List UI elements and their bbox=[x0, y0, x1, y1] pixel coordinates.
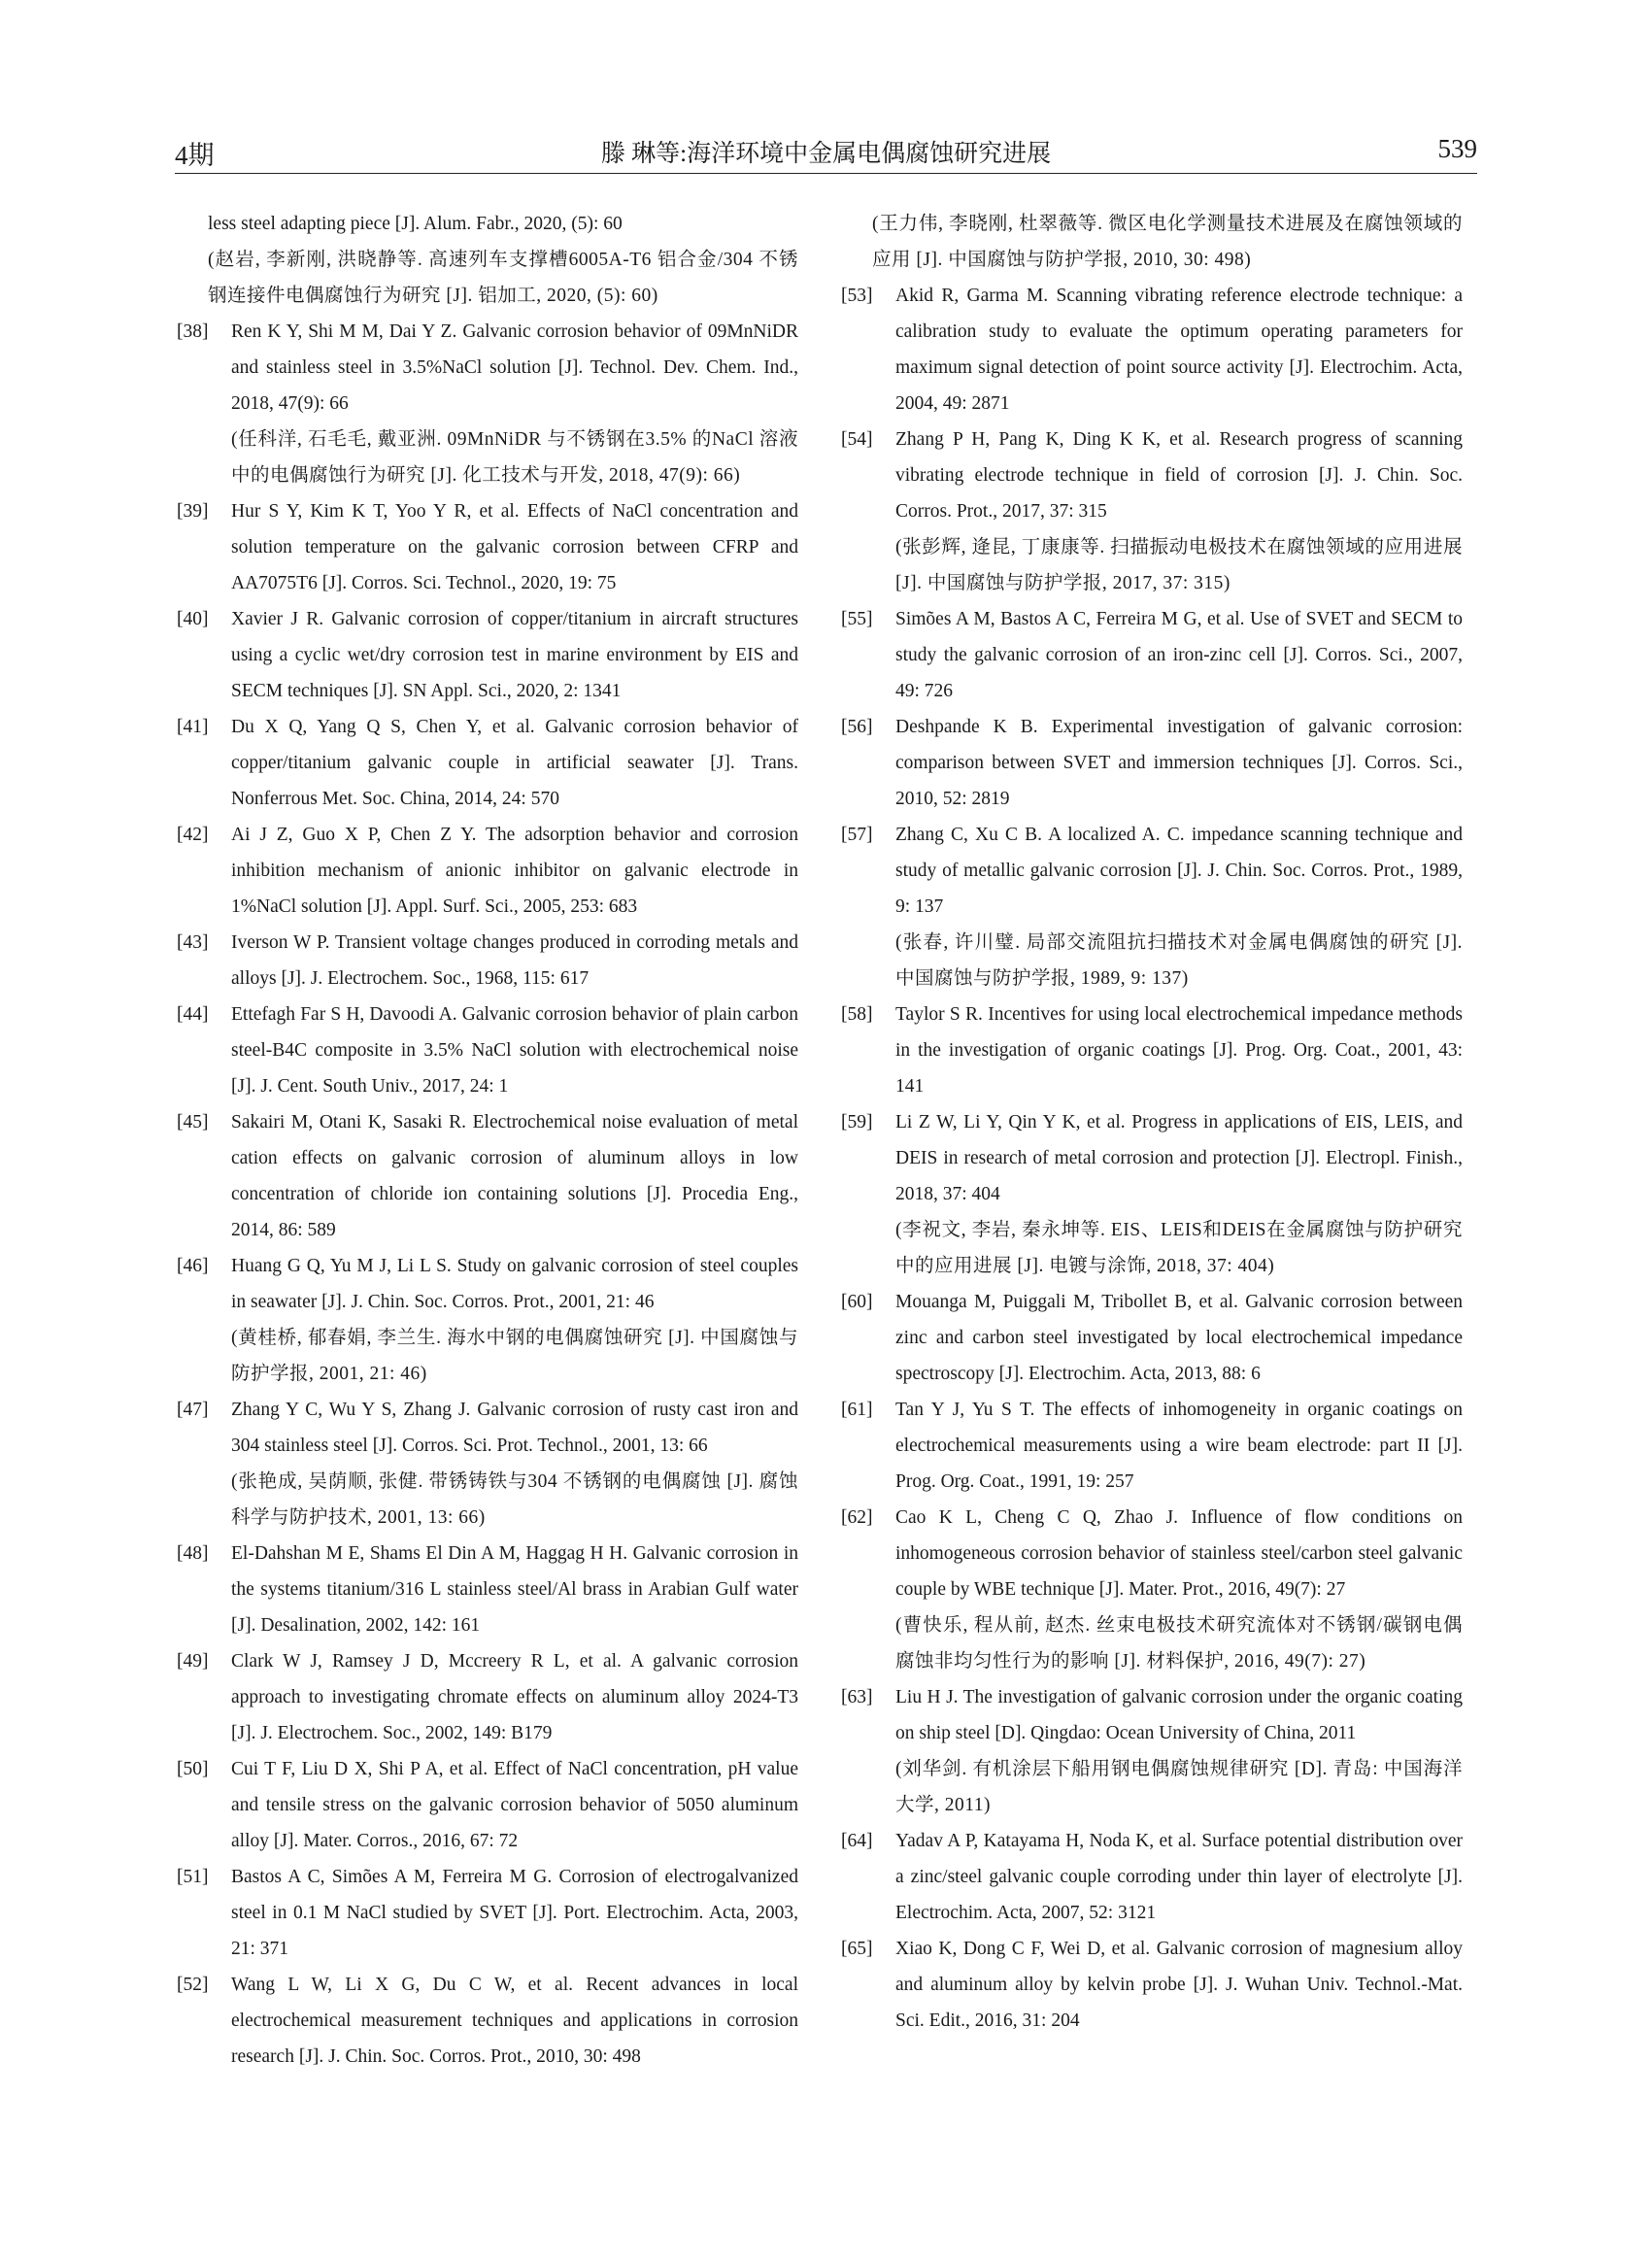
reference-number: [43] bbox=[177, 932, 209, 953]
reference-entry bbox=[841, 278, 1463, 422]
page-number: 539 bbox=[1437, 134, 1477, 163]
reference-number: [58] bbox=[841, 1004, 873, 1025]
reference-text-cn: (任科洋, 石毛毛, 戴亚洲. 09MnNiDR 与不锈钢在3.5% 的NaCl 溶液中的电偶腐蚀行为研究 [J]. 化工技术与开发, 2018, 47(9): 66) bbox=[231, 429, 798, 486]
reference-number: [64] bbox=[841, 1831, 873, 1851]
reference-number: [51] bbox=[177, 1867, 209, 1887]
reference-entry bbox=[177, 1967, 798, 2075]
reference-entry bbox=[841, 601, 1463, 709]
reference-text-en: Ren K Y, Shi M M, Dai Y Z. Galvanic corrosion behavior of 09MnNiDR and stainless steel in 3.5%NaCl solution [J]. Technol. Dev. Chem. Ind., 2018, 47(9): 66 bbox=[231, 321, 798, 414]
reference-text-en: Yadav A P, Katayama H, Noda K, et al. Surface potential distribution over a zinc/steel galvanic couple corroding under thin layer of electrolyte [J]. Electrochim. Acta, 2007, 52: 3121 bbox=[895, 1831, 1463, 1923]
reference-number: [40] bbox=[177, 609, 209, 629]
reference-entry bbox=[841, 1931, 1463, 2039]
reference-entry bbox=[841, 1500, 1463, 1679]
reference-text-cn: (李祝文, 李岩, 秦永坤等. EIS、LEIS和DEIS在金属腐蚀与防护研究中的应用进展 [J]. 电镀与涂饰, 2018, 37: 404) bbox=[895, 1220, 1463, 1276]
reference-number: [47] bbox=[177, 1400, 209, 1420]
reference-text-cn: (张春, 许川璧. 局部交流阻抗扫描技术对金属电偶腐蚀的研究 [J]. 中国腐蚀与防护学报, 1989, 9: 137) bbox=[895, 932, 1463, 989]
reference-entry bbox=[177, 709, 798, 817]
reference-number: [44] bbox=[177, 1004, 209, 1025]
reference-number: [52] bbox=[177, 1975, 209, 1995]
reference-entry bbox=[177, 493, 798, 601]
reference-number: [42] bbox=[177, 825, 209, 845]
reference-number: [56] bbox=[841, 717, 873, 737]
reference-entry bbox=[841, 709, 1463, 817]
reference-number: [54] bbox=[841, 429, 873, 450]
reference-text-en: Taylor S R. Incentives for using local electrochemical impedance methods in the investigation of organic coatings [J]. Prog. Org. Coat., 2001, 43: 141 bbox=[895, 1004, 1463, 1097]
reference-entry bbox=[177, 314, 798, 493]
reference-number: [62] bbox=[841, 1507, 873, 1528]
reference-text-en: Akid R, Garma M. Scanning vibrating reference electrode technique: a calibration study to evaluate the optimum operating parameters for maximum signal detection of point source activity [J]. Electrochim. Acta, 2004, 49: 2871 bbox=[895, 286, 1463, 414]
reference-text-en: Tan Y J, Yu S T. The effects of inhomogeneity in organic coatings on electrochemical measurements using a wire beam electrode: part II [J]. Prog. Org. Coat., 1991, 19: 257 bbox=[895, 1400, 1463, 1492]
reference-text-en: Ettefagh Far S H, Davoodi A. Galvanic corrosion behavior of plain carbon steel-B4C composite in 3.5% NaCl solution with electrochemical noise [J]. J. Cent. South Univ., 2017, 24: 1 bbox=[231, 1004, 798, 1097]
reference-text-cn: (黄桂桥, 郁春娟, 李兰生. 海水中钢的电偶腐蚀研究 [J]. 中国腐蚀与防护学报, 2001, 21: 46) bbox=[231, 1328, 798, 1384]
reference-entry bbox=[177, 1751, 798, 1859]
reference-number: [59] bbox=[841, 1112, 873, 1132]
reference-number: [49] bbox=[177, 1651, 209, 1672]
reference-text-en: Wang L W, Li X G, Du C W, et al. Recent advances in local electrochemical measurement techniques and applications in corrosion research [J]. J. Chin. Soc. Corros. Prot., 2010, 30: 498 bbox=[231, 1975, 798, 2067]
reference-number: [63] bbox=[841, 1687, 873, 1707]
reference-text-en: Huang G Q, Yu M J, Li L S. Study on galvanic corrosion of steel couples in seawater [J]. J. Chin. Soc. Corros. Prot., 2001, 21: 46 bbox=[231, 1256, 798, 1312]
reference-entry bbox=[841, 1104, 1463, 1284]
reference-entry bbox=[857, 206, 1463, 278]
reference-text-en: Xavier J R. Galvanic corrosion of copper/titanium in aircraft structures using a cyclic wet/dry corrosion test in marine environment by EIS and SECM techniques [J]. SN Appl. Sci., 2020, 2: 1341 bbox=[231, 609, 798, 701]
page-header bbox=[175, 134, 1477, 174]
reference-number: [45] bbox=[177, 1112, 209, 1132]
reference-text-en: Zhang Y C, Wu Y S, Zhang J. Galvanic corrosion of rusty cast iron and 304 stainless steel [J]. Corros. Sci. Prot. Technol., 2001, 13: 66 bbox=[231, 1400, 798, 1456]
issue-number: 4期 bbox=[175, 141, 215, 170]
reference-entry bbox=[841, 1392, 1463, 1500]
reference-text-en: Xiao K, Dong C F, Wei D, et al. Galvanic corrosion of magnesium alloy and aluminum alloy by kelvin probe [J]. J. Wuhan Univ. Technol.-Mat. Sci. Edit., 2016, 31: 204 bbox=[895, 1939, 1463, 2031]
reference-text-en: Hur S Y, Kim K T, Yoo Y R, et al. Effects of NaCl concentration and solution temperature on the galvanic corrosion between CFRP and AA7075T6 [J]. Corros. Sci. Technol., 2020, 19: 75 bbox=[231, 501, 798, 593]
reference-number: [48] bbox=[177, 1543, 209, 1564]
reference-text-en: Bastos A C, Simões A M, Ferreira M G. Corrosion of electrogalvanized steel in 0.1 M NaCl studied by SVET [J]. Port. Electrochim. Acta, 2003, 21: 371 bbox=[231, 1867, 798, 1959]
reference-entry bbox=[841, 1284, 1463, 1392]
reference-entry bbox=[841, 422, 1463, 601]
reference-number: [39] bbox=[177, 501, 209, 522]
reference-entry bbox=[177, 1859, 798, 1967]
reference-text-en: Li Z W, Li Y, Qin Y K, et al. Progress in applications of EIS, LEIS, and DEIS in research of metal corrosion and protection [J]. Electropl. Finish., 2018, 37: 404 bbox=[895, 1112, 1463, 1204]
reference-text-en: Cao K L, Cheng C Q, Zhao J. Influence of flow conditions on inhomogeneous corrosion behavior of stainless steel/carbon steel galvanic couple by WBE technique [J]. Mater. Prot., 2016, 49(7): 27 bbox=[895, 1507, 1463, 1600]
reference-text-en: Zhang C, Xu C B. A localized A. C. impedance scanning technique and study of metallic galvanic corrosion [J]. J. Chin. Soc. Corros. Prot., 1989, 9: 137 bbox=[895, 825, 1463, 917]
reference-entry bbox=[177, 1392, 798, 1536]
reference-text-en: Zhang P H, Pang K, Ding K K, et al. Research progress of scanning vibrating electrode technique in field of corrosion [J]. J. Chin. Soc. Corros. Prot., 2017, 37: 315 bbox=[895, 429, 1463, 522]
reference-number: [38] bbox=[177, 321, 209, 342]
reference-text-en: less steel adapting piece [J]. Alum. Fabr., 2020, (5): 60 bbox=[208, 214, 623, 234]
reference-text-en: Ai J Z, Guo X P, Chen Z Y. The adsorption behavior and corrosion inhibition mechanism of anionic inhibitor on galvanic electrode in 1%NaCl solution [J]. Appl. Surf. Sci., 2005, 253: 683 bbox=[231, 825, 798, 917]
reference-text-en: Liu H J. The investigation of galvanic corrosion under the organic coating on ship steel [D]. Qingdao: Ocean University of China, 2011 bbox=[895, 1687, 1463, 1743]
reference-entry bbox=[177, 817, 798, 925]
reference-number: [65] bbox=[841, 1939, 873, 1959]
reference-number: [57] bbox=[841, 825, 873, 845]
reference-entry bbox=[177, 1536, 798, 1643]
reference-text-en: Iverson W P. Transient voltage changes produced in corroding metals and alloys [J]. J. Electrochem. Soc., 1968, 115: 617 bbox=[231, 932, 798, 989]
reference-text-cn: (曹快乐, 程从前, 赵杰. 丝束电极技术研究流体对不锈钢/碳钢电偶腐蚀非均匀性行为的影响 [J]. 材料保护, 2016, 49(7): 27) bbox=[895, 1615, 1463, 1672]
reference-entry bbox=[177, 925, 798, 997]
reference-entry bbox=[177, 997, 798, 1104]
reference-number: [55] bbox=[841, 609, 873, 629]
reference-text-en: Mouanga M, Puiggali M, Tribollet B, et al. Galvanic corrosion between zinc and carbon steel investigated by local electrochemical impedance spectroscopy [J]. Electrochim. Acta, 2013, 88: 6 bbox=[895, 1292, 1463, 1384]
reference-text-en: Clark W J, Ramsey J D, Mccreery R L, et al. A galvanic corrosion approach to investigating chromate effects on aluminum alloy 2024-T3 [J]. J. Electrochem. Soc., 2002, 149: B179 bbox=[231, 1651, 798, 1743]
reference-entry bbox=[177, 1643, 798, 1751]
reference-column-left bbox=[177, 206, 798, 2075]
reference-entry bbox=[177, 1248, 798, 1392]
reference-text-en: Deshpande K B. Experimental investigation of galvanic corrosion: comparison between SVET and immersion techniques [J]. Corros. Sci., 2010, 52: 2819 bbox=[895, 717, 1463, 809]
reference-number: [53] bbox=[841, 286, 873, 306]
reference-entry bbox=[177, 1104, 798, 1248]
reference-text-cn: (王力伟, 李晓刚, 杜翠薇等. 微区电化学测量技术进展及在腐蚀领域的应用 [J]. 中国腐蚀与防护学报, 2010, 30: 498) bbox=[872, 214, 1463, 270]
reference-text-en: Sakairi M, Otani K, Sasaki R. Electrochemical noise evaluation of metal cation effects on galvanic corrosion of aluminum alloys in low concentration of chloride ion containing solutions [J]. Procedia Eng., 2014, 86: 589 bbox=[231, 1112, 798, 1240]
reference-number: [50] bbox=[177, 1759, 209, 1779]
reference-text-cn: (刘华剑. 有机涂层下船用钢电偶腐蚀规律研究 [D]. 青岛: 中国海洋大学, 2011) bbox=[895, 1759, 1463, 1815]
reference-text-en: Du X Q, Yang Q S, Chen Y, et al. Galvanic corrosion behavior of copper/titanium galvanic couple in artificial seawater [J]. Trans. Nonferrous Met. Soc. China, 2014, 24: 570 bbox=[231, 717, 798, 809]
reference-number: [61] bbox=[841, 1400, 873, 1420]
reference-text-cn: (张艳成, 吴荫顺, 张健. 带锈铸铁与304 不锈钢的电偶腐蚀 [J]. 腐蚀科学与防护技术, 2001, 13: 66) bbox=[231, 1471, 798, 1528]
reference-text-cn: (赵岩, 李新刚, 洪晓静等. 高速列车支撑槽6005A-T6 铝合金/304 不锈钢连接件电偶腐蚀行为研究 [J]. 铝加工, 2020, (5): 60) bbox=[208, 250, 798, 306]
reference-text-cn: (张彭辉, 逄昆, 丁康康等. 扫描振动电极技术在腐蚀领域的应用进展 [J]. 中国腐蚀与防护学报, 2017, 37: 315) bbox=[895, 537, 1463, 593]
reference-text-en: Cui T F, Liu D X, Shi P A, et al. Effect of NaCl concentration, pH value and tensile stress on the galvanic corrosion behavior of 5050 aluminum alloy [J]. Mater. Corros., 2016, 67: 72 bbox=[231, 1759, 798, 1851]
reference-text-en: El-Dahshan M E, Shams El Din A M, Haggag H H. Galvanic corrosion in the systems titanium/316 L stainless steel/Al brass in Arabian Gulf water [J]. Desalination, 2002, 142: 161 bbox=[231, 1543, 798, 1636]
reference-number: [46] bbox=[177, 1256, 209, 1276]
reference-number: [41] bbox=[177, 717, 209, 737]
reference-entry bbox=[841, 817, 1463, 997]
reference-number: [60] bbox=[841, 1292, 873, 1312]
reference-entry bbox=[177, 601, 798, 709]
reference-entry bbox=[841, 1679, 1463, 1823]
reference-entry bbox=[841, 997, 1463, 1104]
reference-column-right bbox=[841, 206, 1463, 2039]
reference-entry bbox=[841, 1823, 1463, 1931]
running-title: 滕 琳等:海洋环境中金属电偶腐蚀研究进展 bbox=[600, 141, 1052, 167]
reference-entry bbox=[192, 206, 798, 314]
reference-text-en: Simões A M, Bastos A C, Ferreira M G, et al. Use of SVET and SECM to study the galvanic corrosion of an iron-zinc cell [J]. Corros. Sci., 2007, 49: 726 bbox=[895, 609, 1463, 701]
